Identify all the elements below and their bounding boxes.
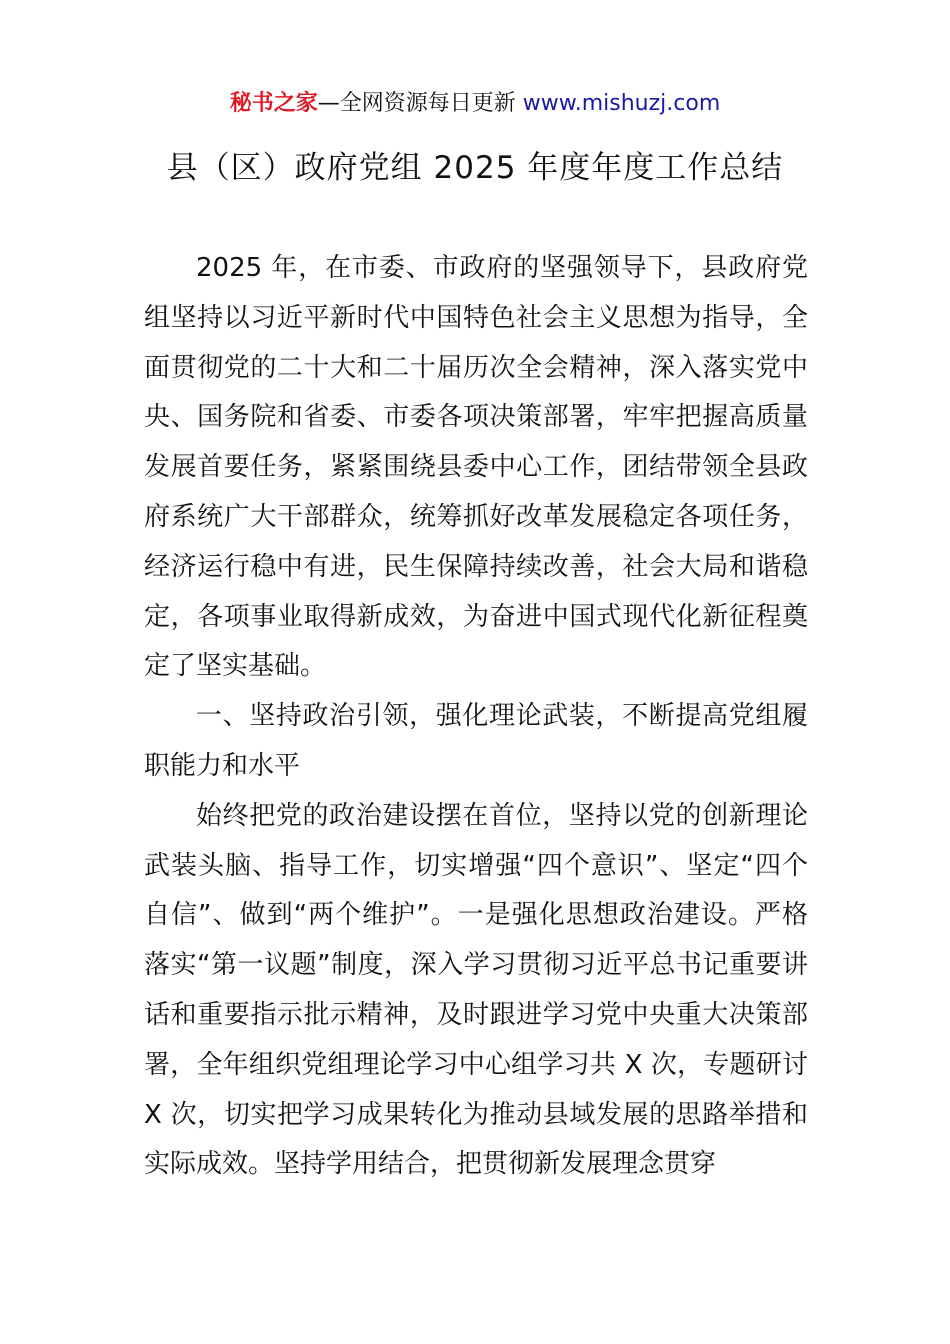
document-title: 县（区）政府党组 2025 年度年度工作总结	[166, 150, 784, 186]
section-heading: 一、坚持政治引领，强化理论武装，不断提高党组履职能力和水平	[144, 701, 808, 781]
site-slogan: —全网资源每日更新	[317, 91, 523, 116]
document-body	[144, 244, 808, 1190]
intro-paragraph: 2025 年，在市委、市政府的坚强领导下，县政府党组坚持以习近平新时代中国特色社会主义思想为指导，全面贯彻党的二十大和二十届历次全会精神，深入落实党中央、国务院和省委、市委各项决策部署，牢牢把握高质量发展首要任务，紧紧围绕县委中心工作，团结带领全县政府系统广大干部群众，统筹抓好改革发展稳定各项任务，经济运行稳中有进，民生保障持续改善，社会大局和谐稳定，各项事业取得新成效，为奋进中国式现代化新征程奠定了坚实基础。	[144, 253, 808, 682]
section-paragraph: 始终把党的政治建设摆在首位，坚持以党的创新理论武装头脑、指导工作，切实增强“四个意识”、坚定“四个自信”、做到“两个维护”。一是强化思想政治建设。严格落实“第一议题”制度，深入学习贯彻习近平总书记重要讲话和重要指示批示精神，及时跟进学习党中央重大决策部署，全年组织党组理论学习中心组学习共 X 次，专题研讨 X 次，切实把学习成果转化为推动县域发展的思路举措和实际成效。坚持学用结合，把贯彻新发展理念贯穿	[144, 800, 808, 1180]
site-url-link[interactable]: www.mishuzj.com	[522, 91, 721, 116]
site-brand: 秘书之家	[229, 91, 318, 116]
site-header	[0, 88, 950, 120]
